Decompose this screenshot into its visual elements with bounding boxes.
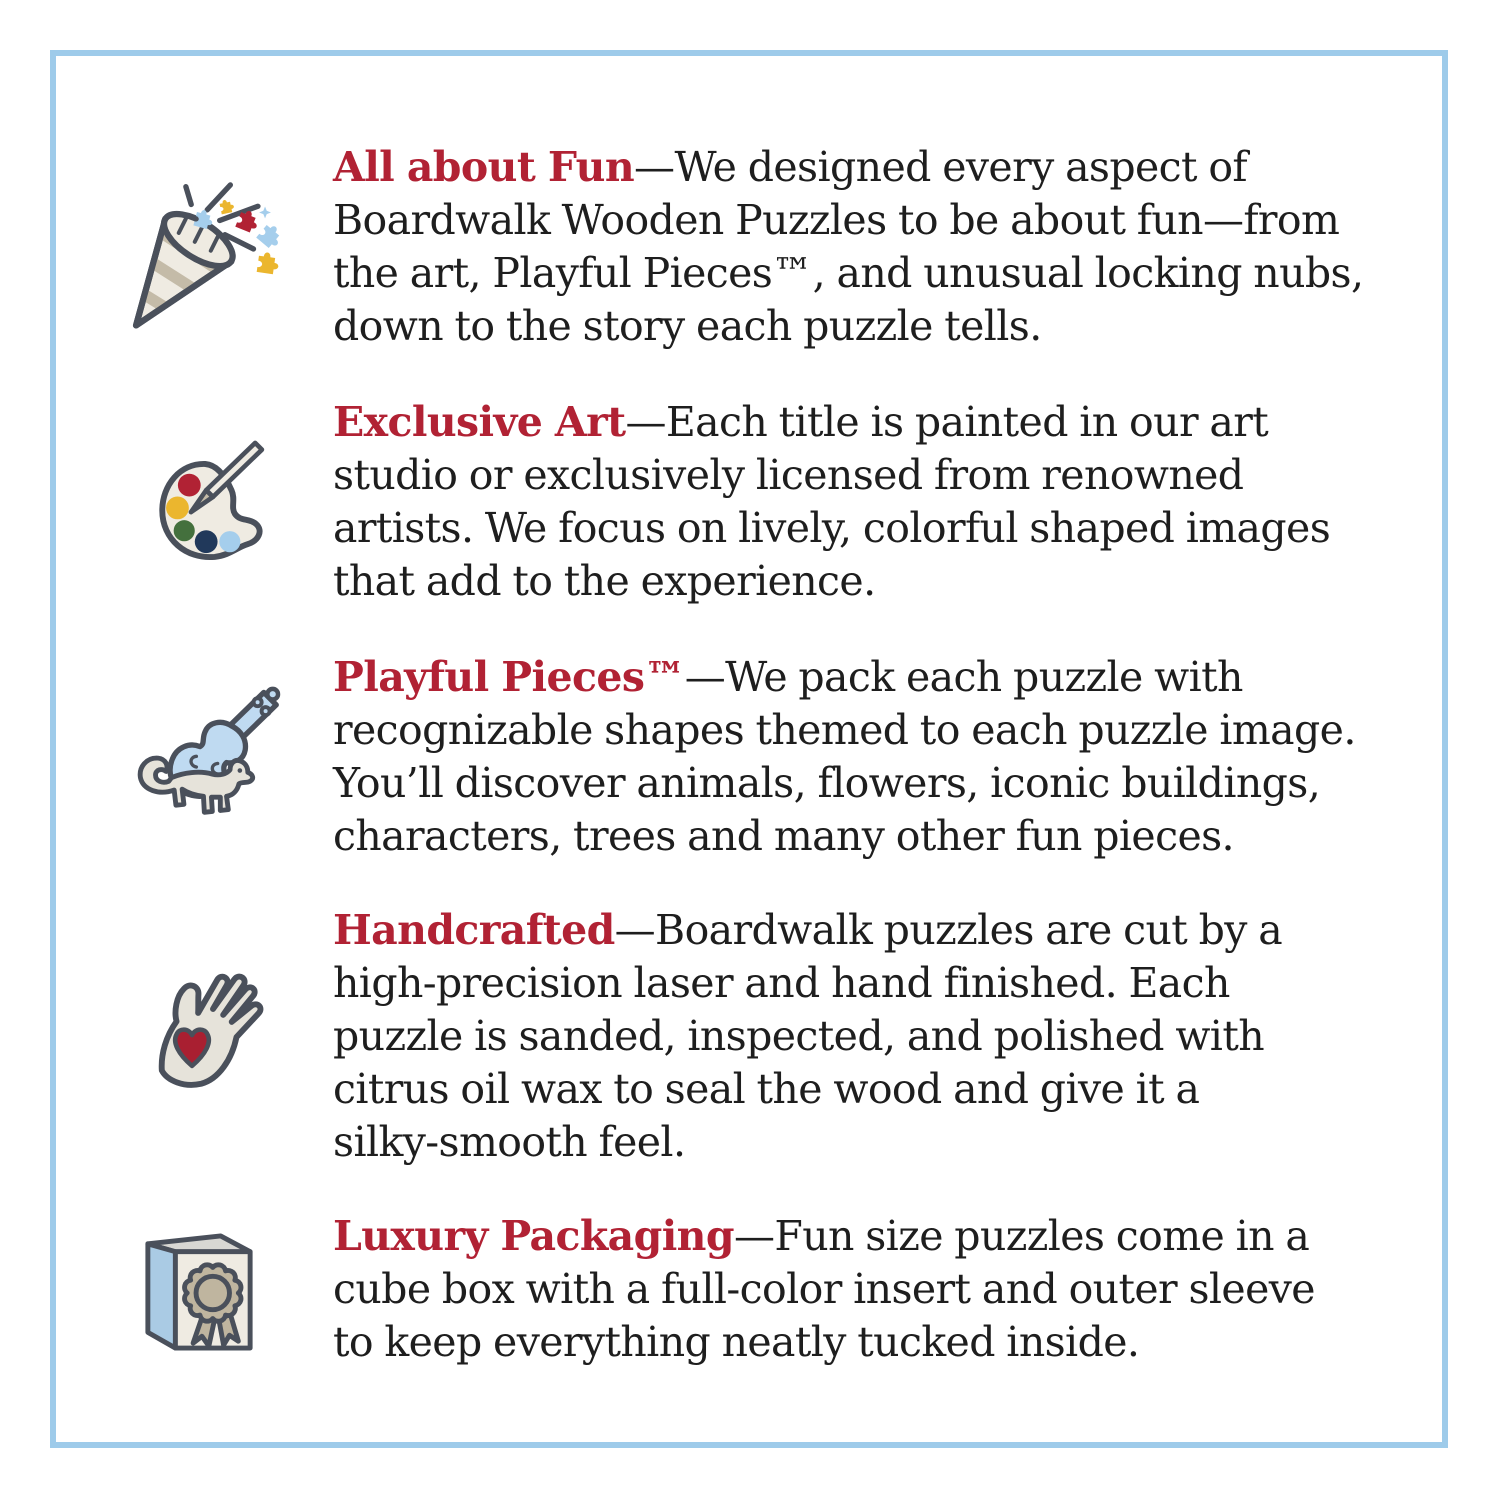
feature-line: high-precision laser and hand finished. Each xyxy=(333,959,1230,1007)
feature-section-fun xyxy=(333,141,1363,353)
feature-line: characters, trees and many other fun pieces. xyxy=(333,812,1234,860)
feature-line: —Fun size puzzles come in a xyxy=(733,1212,1310,1260)
party-popper-icon xyxy=(120,176,298,345)
feature-line: —We designed every aspect of xyxy=(634,143,1248,191)
feature-line: citrus oil wax to seal the wood and give it a xyxy=(333,1065,1200,1113)
feature-line: —Boardwalk puzzles are cut by a xyxy=(614,906,1283,954)
feature-line: You’ll discover animals, flowers, iconic buildings, xyxy=(333,759,1321,807)
feature-line: the art, Playful Pieces™, and unusual locking nubs, xyxy=(333,249,1364,297)
feature-line: down to the story each puzzle tells. xyxy=(333,302,1042,350)
paint-palette-icon xyxy=(142,426,294,578)
feature-line: silky-smooth feel. xyxy=(333,1118,686,1166)
feature-section-art xyxy=(333,396,1363,608)
feature-line: —Each title is painted in our art xyxy=(625,398,1269,446)
hand-heart-icon xyxy=(134,950,279,1104)
feature-section-pieces xyxy=(333,651,1363,863)
feature-heading: Playful Pieces™ xyxy=(333,653,685,701)
luxury-box-icon xyxy=(140,1226,258,1359)
feature-line: recognizable shapes themed to each puzzle image. xyxy=(333,706,1356,754)
feature-line: —We pack each puzzle with xyxy=(684,653,1243,701)
feature-heading: Luxury Packaging xyxy=(333,1212,734,1260)
violin-squirrel-whimsy-icon xyxy=(120,678,302,856)
feature-heading: Exclusive Art xyxy=(333,398,626,446)
feature-line: to keep everything neatly tucked inside. xyxy=(333,1318,1140,1366)
feature-section-packaging xyxy=(333,1210,1363,1369)
feature-line: artists. We focus on lively, colorful shaped images xyxy=(333,504,1331,552)
feature-heading: All about Fun xyxy=(333,143,635,191)
feature-line: puzzle is sanded, inspected, and polished with xyxy=(333,1012,1265,1060)
feature-line: studio or exclusively licensed from renowned xyxy=(333,451,1244,499)
feature-heading: Handcrafted xyxy=(333,906,615,954)
feature-line: that add to the experience. xyxy=(333,557,876,605)
feature-line: Boardwalk Wooden Puzzles to be about fun—from xyxy=(333,196,1340,244)
feature-line: cube box with a full-color insert and outer sleeve xyxy=(333,1265,1315,1313)
feature-section-handcrafted xyxy=(333,904,1363,1169)
